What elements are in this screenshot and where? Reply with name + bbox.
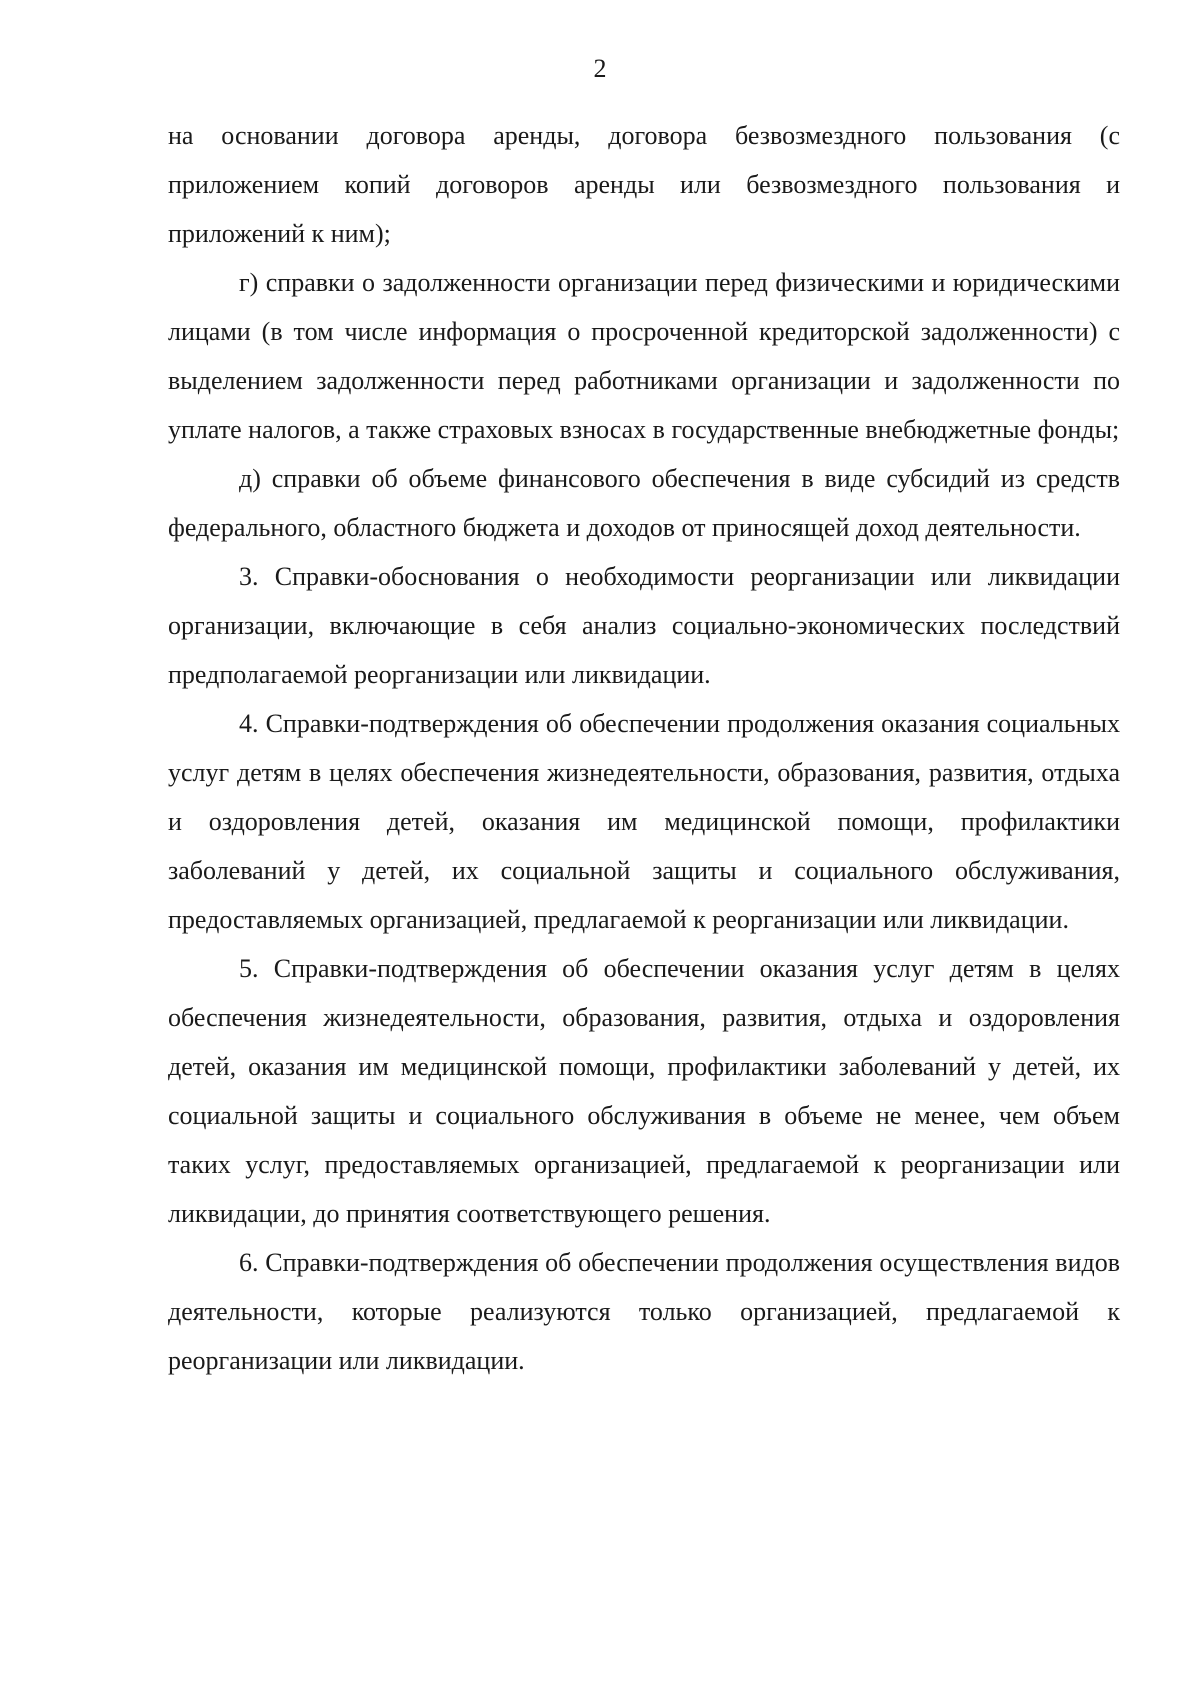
paragraph-continuation: на основании договора аренды, договора безвозмездного пользования (с приложением копий договоров аренды или безвозмездного пользования и приложений к ним); — [168, 121, 1120, 248]
paragraph-item-g: г) справки о задолженности организации перед физическими и юридическими лицами (в том числе информация о просроченной кредиторской задолженности) с выделением задолженности перед работниками организации и задолженности по уплате налогов, а также страховых взносах в государственные внебюджетные фонды; — [168, 268, 1120, 444]
paragraph-item-6: 6. Справки-подтверждения об обеспечении продолжения осуществления видов деятельности, которые реализуются только организацией, предлагаемой к реорганизации или ликвидации. — [168, 1248, 1120, 1375]
page-number: 2 — [593, 54, 607, 83]
document-body — [168, 111, 1120, 1385]
paragraph-item-4: 4. Справки-подтверждения об обеспечении продолжения оказания социальных услуг детям в целях обеспечения жизнедеятельности, образования, развития, отдыха и оздоровления детей, оказания им медицинской помощи, профилактики заболеваний у детей, их социальной защиты и социального обслуживания, предоставляемых организацией, предлагаемой к реорганизации или ликвидации. — [168, 709, 1120, 934]
paragraph-item-5: 5. Справки-подтверждения об обеспечении оказания услуг детям в целях обеспечения жизнедеятельности, образования, развития, отдыха и оздоровления детей, оказания им медицинской помощи, профилактики заболеваний у детей, их социальной защиты и социального обслуживания в объеме не менее, чем объем таких услуг, предоставляемых организацией, предлагаемой к реорганизации или ликвидации, до принятия соответствующего решения. — [168, 954, 1120, 1228]
paragraph-item-3: 3. Справки-обоснования о необходимости реорганизации или ликвидации организации, включающие в себя анализ социально-экономических последствий предполагаемой реорганизации или ликвидации. — [168, 562, 1120, 689]
paragraph-item-d: д) справки об объеме финансового обеспечения в виде субсидий из средств федерального, областного бюджета и доходов от приносящей доход деятельности. — [168, 464, 1120, 542]
